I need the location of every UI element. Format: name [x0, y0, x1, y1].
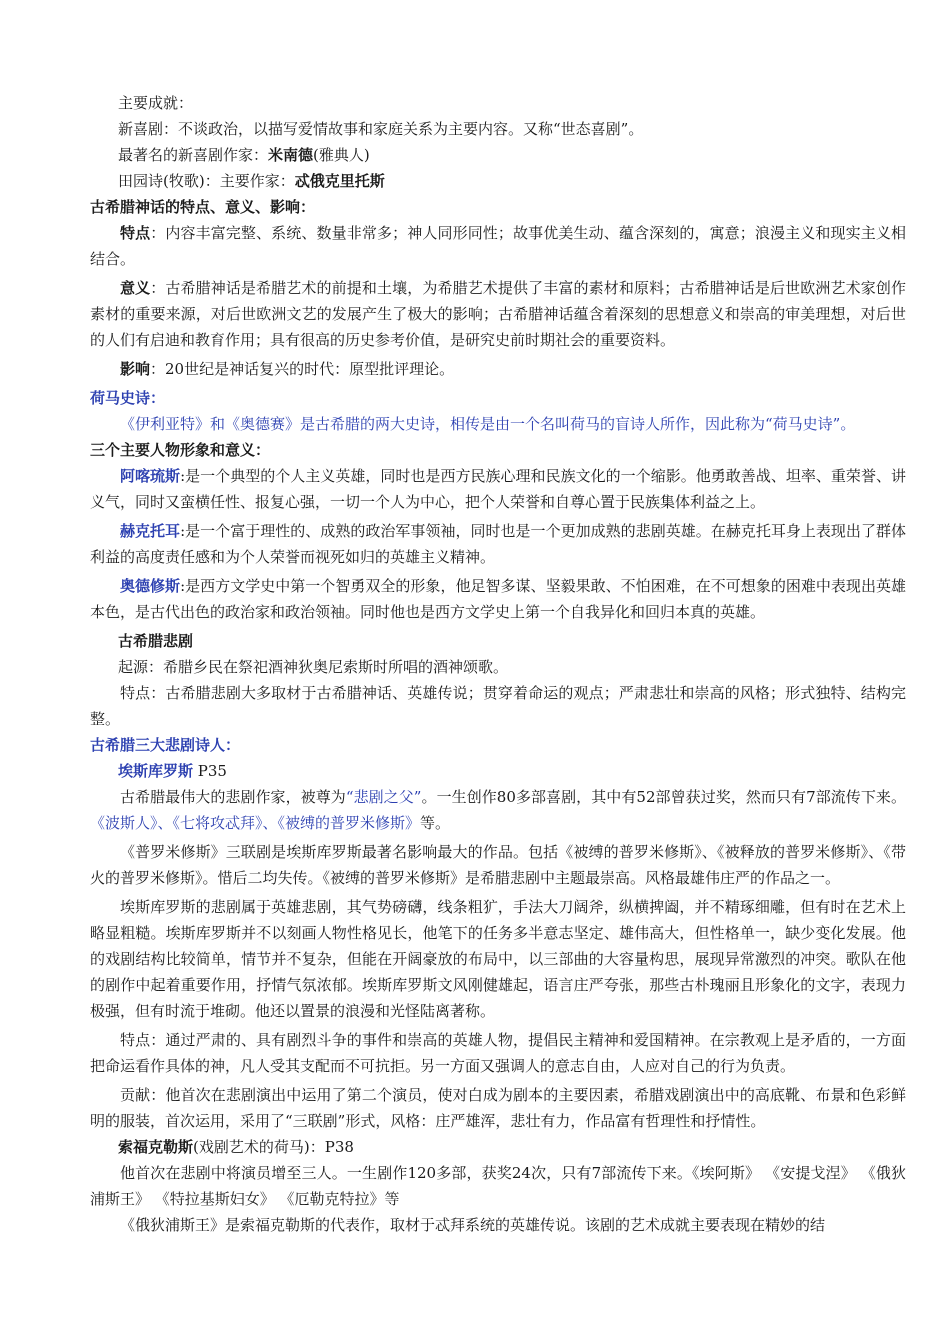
odysseus-paragraph: 奥德修斯:是西方文学史中第一个智勇双全的形象，他足智多谋、坚毅果敢、不怕困难，在不可想象的困难中表现出英雄本色，是古代出色的政治家和政治领袖。同时他也是西方文学史上第一个自我异化和回归本真的英雄。	[90, 577, 906, 621]
aeschylus-intro: 古希腊最伟大的悲剧作家，被尊为“悲剧之父”。一生创作80多部喜剧，其中有52部曾获过奖，然而只有7部流传下来。《波斯人》、《七将攻忒拜》、《被缚的普罗米修斯》等。	[90, 788, 906, 832]
main-achievement-label: 主要成就：	[118, 94, 194, 112]
famous-author-line: 最著名的新喜剧作家：米南德(雅典人)	[118, 146, 370, 164]
achilles-name: 阿喀琉斯	[120, 467, 181, 485]
sophocles-intro: 他首次在悲剧中将演员增至三人。一生剧作120多部，获奖24次，只有7部流传下来。《埃阿斯》 《安提戈涅》 《俄狄浦斯王》 《特拉基斯妇女》 《厄勒克特拉》等	[90, 1164, 906, 1208]
myth-heading: 古希腊神话的特点、意义、影响：	[90, 198, 316, 216]
tragedy-feature: 特点：古希腊悲剧大多取材于古希腊神话、英雄传说；贯穿着命运的观点；严肃悲壮和崇高的风格；形式独特、结构完整。	[90, 684, 906, 728]
sophocles-name: 索福克勒斯	[118, 1138, 194, 1156]
aeschylus-style-paragraph: 埃斯库罗斯的悲剧属于英雄悲剧，其气势磅礴，线条粗犷，手法大刀阔斧，纵横捭阖，并不精琢细雕，但有时在艺术上略显粗糙。埃斯库罗斯并不以刻画人物性格见长，他笔下的任务多半意志坚定、雄伟高大，但性格单一，缺少变化发展。他的戏剧结构比较简单，情节并不复杂，但能在开阔豪放的布局中，以三部曲的大容量构思，展现异常激烈的冲突。歌队在他的剧作中起着重要作用，抒情气氛浓郁。埃斯库罗斯文风刚健雄起，语言庄严夸张，那些古朴瑰丽且形象化的文字，表现力极强，但有时流于堆砌。他还以置景的浪漫和光怪陆离著称。	[90, 898, 906, 1020]
aeschylus-name: 埃斯库罗斯	[118, 762, 194, 780]
homer-heading: 荷马史诗：	[90, 389, 166, 407]
sophocles-heading: 索福克勒斯(戏剧艺术的荷马)：P38	[118, 1138, 354, 1156]
hector-name: 赫克托耳	[120, 522, 181, 540]
new-comedy-line: 新喜剧：不谈政治，以描写爱情故事和家庭关系为主要内容。又称“世态喜剧”。	[118, 120, 644, 138]
hector-paragraph: 赫克托耳:是一个富于理性的、成熟的政治军事领袖，同时也是一个更加成熟的悲剧英雄。在赫克托耳身上表现出了群体利益的高度责任感和为个人荣誉而视死如归的英雄主义精神。	[90, 522, 906, 566]
odysseus-name: 奥德修斯	[120, 577, 181, 595]
homer-description: 《伊利亚特》和《奥德赛》是古希腊的两大史诗，相传是由一个名叫荷马的盲诗人所作，因此称为“荷马史诗”。	[120, 415, 856, 433]
tragedy-heading: 古希腊悲剧	[118, 632, 194, 650]
myth-feature-paragraph: 特点：内容丰富完整、系统、数量非常多；神人同形同性；故事优美生动、蕴含深刻的，寓意；浪漫主义和现实主义相结合。	[90, 224, 906, 268]
prometheus-paragraph: 《普罗米修斯》三联剧是埃斯库罗斯最著名影响最大的作品。包括《被缚的普罗米修斯》、《被释放的普罗米修斯》、《带火的普罗米修斯》。惜后二均失传。《被缚的普罗米修斯》是希腊悲剧中主题最崇高。风格最雄伟庄严的作品之一。	[90, 843, 906, 887]
menander-name: 米南德	[268, 146, 314, 164]
tragic-poets-heading: 古希腊三大悲剧诗人：	[90, 736, 241, 754]
achilles-paragraph: 阿喀琉斯:是一个典型的个人主义英雄，同时也是西方民族心理和民族文化的一个缩影。他勇敢善战、坦率、重荣誉、讲义气，同时又蛮横任性、报复心强，一切一个人为中心，把个人荣誉和自尊心置于民族集体利益之上。	[90, 467, 906, 511]
characters-heading: 三个主要人物形象和意义：	[90, 441, 271, 459]
aeschylus-heading	[90, 758, 906, 784]
myth-influence-paragraph: 影响：20世纪是神话复兴的时代：原型批评理论。	[120, 360, 455, 378]
aeschylus-page: P35	[197, 762, 227, 780]
theocritus-name: 忒俄克里托斯	[294, 172, 385, 190]
aeschylus-works: 《波斯人》、《七将攻忒拜》、《被缚的普罗米修斯》	[90, 814, 421, 832]
aeschylus-feature-paragraph: 特点：通过严肃的、具有剧烈斗争的事件和崇高的英雄人物，提倡民主精神和爱国精神。在宗教观上是矛盾的，一方面把命运看作具体的神，凡人受其支配而不可抗拒。另一方面又强调人的意志自由，人应对自己的行为负责。	[90, 1031, 906, 1075]
pastoral-line: 田园诗(牧歌)：主要作家：忒俄克里托斯	[118, 172, 385, 190]
oedipus-paragraph: 《俄狄浦斯王》是索福克勒斯的代表作，取材于忒拜系统的英雄传说。该剧的艺术成就主要表现在精妙的结	[120, 1216, 826, 1234]
aeschylus-contribution-paragraph: 贡献：他首次在悲剧演出中运用了第二个演员，使对白成为剧本的主要因素，希腊戏剧演出中的高底靴、布景和色彩鲜明的服装，首次运用，采用了“三联剧”形式，风格：庄严雄浑，悲壮有力，作品富有哲理性和抒情性。	[90, 1086, 906, 1130]
tragedy-origin: 起源：希腊乡民在祭祀酒神狄奥尼索斯时所唱的酒神颂歌。	[118, 658, 509, 676]
myth-meaning-paragraph: 意义：古希腊神话是希腊艺术的前提和土壤，为希腊艺术提供了丰富的素材和原料；古希腊神话是后世欧洲艺术家创作素材的重要来源，对后世欧洲文艺的发展产生了极大的影响；古希腊神话蕴含着深刻的思想意义和崇高的审美理想，对后世的人们有启迪和教育作用；具有很高的历史参考价值，是研究史前时期社会的重要资料。	[90, 279, 906, 349]
